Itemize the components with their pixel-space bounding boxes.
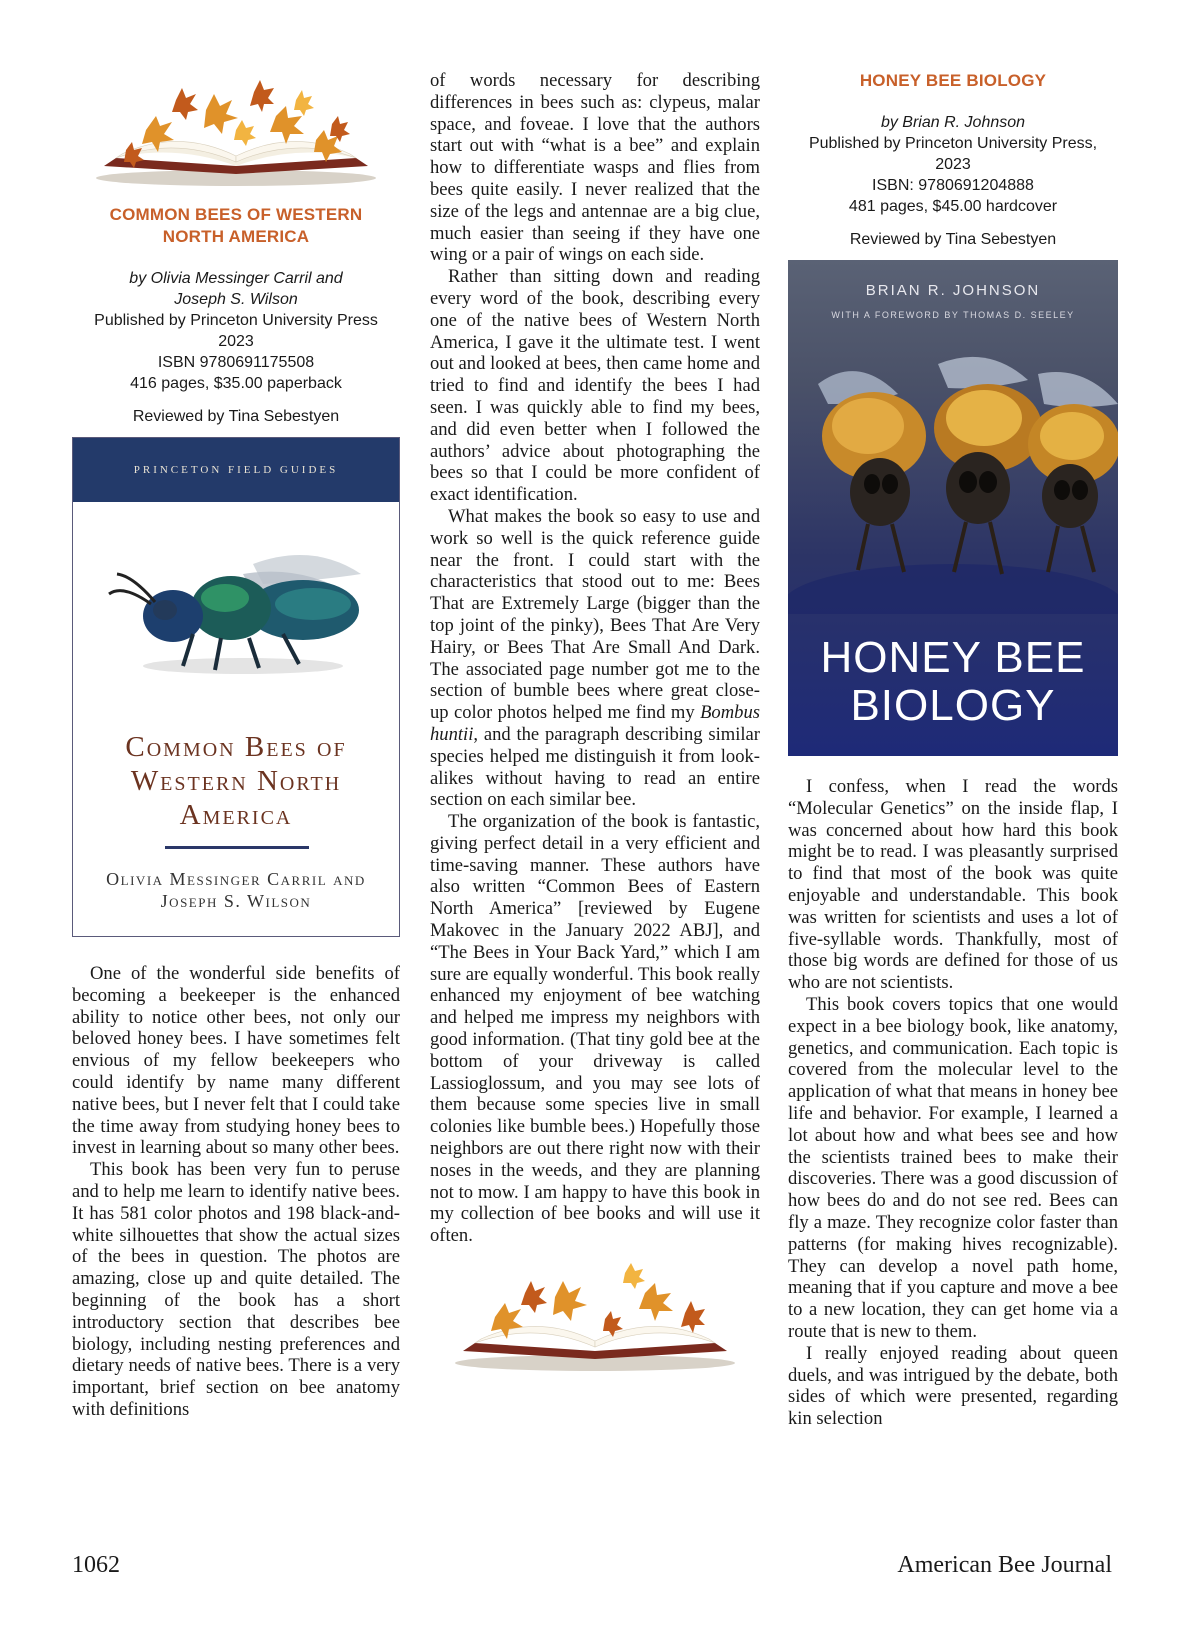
review1-year: 2023 — [218, 333, 254, 350]
review1-paragraph-3: of words necessary for describing differences in bees such as: clypeus, malar space, and foveae. I love that the authors start out with “what is a bee” and explain how to differentiate wasps and flies from bees quite easily. I never realized that the size of the legs and antennae are a big clue, much easier than seeing if they have one wing or a pair of wings on each side. — [430, 70, 760, 266]
cover1-title: Common Bees of Western North America — [125, 731, 347, 831]
cover2-title — [788, 634, 1118, 730]
review2-pages: 481 pages, $45.00 hardcover — [848, 198, 1058, 215]
review2-paragraph-3: I really enjoyed reading about queen duels, and was intrigued by the debate, both sides of which were presented, regarding kin selection — [788, 1342, 1118, 1430]
review1-title-line-2: NORTH AMERICA — [162, 227, 310, 246]
cover1-series-label: PRINCETON FIELD GUIDES — [73, 438, 399, 502]
review2-body — [788, 776, 1118, 1430]
review1-author-line-1: by Olivia Messinger Carril and — [129, 270, 343, 287]
open-book-with-leaves-image — [86, 70, 386, 190]
bombus-huntii-italic: Bombus huntii — [430, 702, 760, 745]
review1-paragraph-4: Rather than sitting down and reading every word of the book, describing every one of the native bees of Western North America, I gave it the ultimate test. I went out and looked at bees, then came home and tried to find and identify the bees I had seen. I was quickly able to find my bees, and did even better when I followed the authors’ advice about photographing the bees so that I could be more confident of exact identification. — [430, 266, 760, 506]
review2-title: HONEY BEE BIOLOGY — [859, 71, 1047, 90]
open-book-with-leaves-image-bottom — [445, 1253, 745, 1373]
review2-author: by Brian R. Johnson — [880, 114, 1026, 131]
cover2-foreword: WITH A FOREWORD BY THOMAS D. SEELEY — [831, 310, 1075, 320]
cover1-authors: Olivia Messinger Carril and Joseph S. Wilson — [106, 869, 366, 911]
honey-bees-image — [788, 344, 1118, 614]
review1-paragraph-6: The organization of the book is fantastic, giving perfect detail in a very efficient and time-saving manner. These authors have also written “Common Bees of Eastern North America” [reviewed by Eugene Makovec in the January 2022 ABJ], and “The Bees in Your Back Yard,” which I am sure are equally wonderful. This book really enhanced my enjoyment of bee watching and helped me impress my neighbors with good information. (That tiny gold bee at the bottom of your driveway is called Lassioglossum, and you may see lots of them because some species live in small colonies like bumble bees.) Hopefully those neighbors are out there right now with their noses in the weeds, and they are planning not to mow. I am happy to have this book in my collection of bee books and will use it often. — [430, 811, 760, 1247]
journal-name: American Bee Journal — [897, 1552, 1112, 1578]
column-3 — [788, 70, 1118, 1430]
review1-title — [72, 204, 400, 248]
review1-author-line-2: Joseph S. Wilson — [174, 291, 298, 308]
review1-paragraph-5 — [430, 506, 760, 811]
review2-year: 2023 — [935, 156, 971, 173]
review2-reviewer: Reviewed by Tina Sebestyen — [849, 231, 1057, 248]
review1-paragraph-2: This book has been very fun to peruse and to help me learn to identify native bees. It has 581 color photos and 198 black-and-white silhouettes that show the actual sizes of the bees in question. The photos are amazing, close up and quite detailed. The beginning of the book has a short introductory section that describes bee biology, including nesting preferences and dietary needs of native bees. There is a very important, brief section on bee anatomy with definitions — [72, 1159, 400, 1420]
page-number: 1062 — [72, 1552, 120, 1578]
review1-body-col1 — [72, 963, 400, 1421]
review1-reviewer: Reviewed by Tina Sebestyen — [132, 408, 340, 425]
column-2 — [430, 70, 760, 1373]
review2-paragraph-2: This book covers topics that one would expect in a bee biology book, like anatomy, genetics, and communication. Each topic is covered from the molecular level to the application of what that means in honey bee life and behavior. For example, I learned a lot about how and what bees see and how the scientists trained bees to make their discoveries. There was a good discussion of how bees do and do not see red. Bees can fly a maze. They recognize color faster than patterns (for making hives recognizable). They can develop a novel path home, meaning that if you capture and move a bee to a new location, they can get home via a route that is new to them. — [788, 993, 1118, 1342]
cover1-divider — [165, 846, 309, 849]
review1-publisher: Published by Princeton University Press — [94, 312, 378, 329]
review2-publisher: Published by Princeton University Press, — [808, 135, 1098, 152]
review2-meta — [788, 112, 1118, 250]
review1-isbn: ISBN 9780691175508 — [157, 354, 315, 371]
review1-book-cover — [72, 437, 400, 937]
review1-pages: 416 pages, $35.00 paperback — [130, 375, 342, 392]
cover2-title-line-1: HONEY BEE — [820, 633, 1086, 682]
review1-paragraph-5-part-2: , and the paragraph describing similar species helped me distinguish it from look-alikes without having to read an entire section on each similar bee. — [430, 723, 760, 811]
review1-title-line-1: COMMON BEES OF WESTERN — [109, 205, 363, 224]
review1-paragraph-5-part-1: What makes the book so easy to use and work so well is the quick reference guide near the front. I could start with the characteristics that stood out to me: Bees That are Extremely Large (bigger than the top joint of the pinky), Bees That Are Very Hairy, or Bees That Are Small And Dark. The associated page number got me to the section of bumble bees where great close-up color photos helped me find my — [430, 505, 760, 724]
review2-paragraph-1: I confess, when I read the words “Molecular Genetics” on the inside flap, I was concerned about how hard this book might be to read. I was pleasantly surprised to find that most of the book was quite enjoyable and understandable. This book was written for scientists and uses a lot of five-syllable words. Thankfully, most of those big words are defined for those of us who are not scientists. — [788, 776, 1118, 994]
review1-meta — [72, 268, 400, 427]
column-1 — [72, 70, 400, 1421]
review1-paragraph-1: One of the wonderful side benefits of becoming a beekeeper is the enhanced ability to notice other bees, not only our beloved honey bees. I have sometimes felt envious of my fellow beekeepers who could identify by name many different native bees, but I never felt that I could take the time away from studying honey bees to invest in learning about so many other bees. — [72, 963, 400, 1159]
review2-book-cover — [788, 260, 1118, 756]
blue-orchard-bee-image — [103, 534, 371, 684]
review2-isbn: ISBN: 9780691204888 — [872, 177, 1034, 194]
cover2-title-line-2: BIOLOGY — [850, 681, 1056, 730]
review1-body-col2 — [430, 70, 760, 1247]
cover2-author: BRIAN R. JOHNSON — [865, 282, 1041, 299]
